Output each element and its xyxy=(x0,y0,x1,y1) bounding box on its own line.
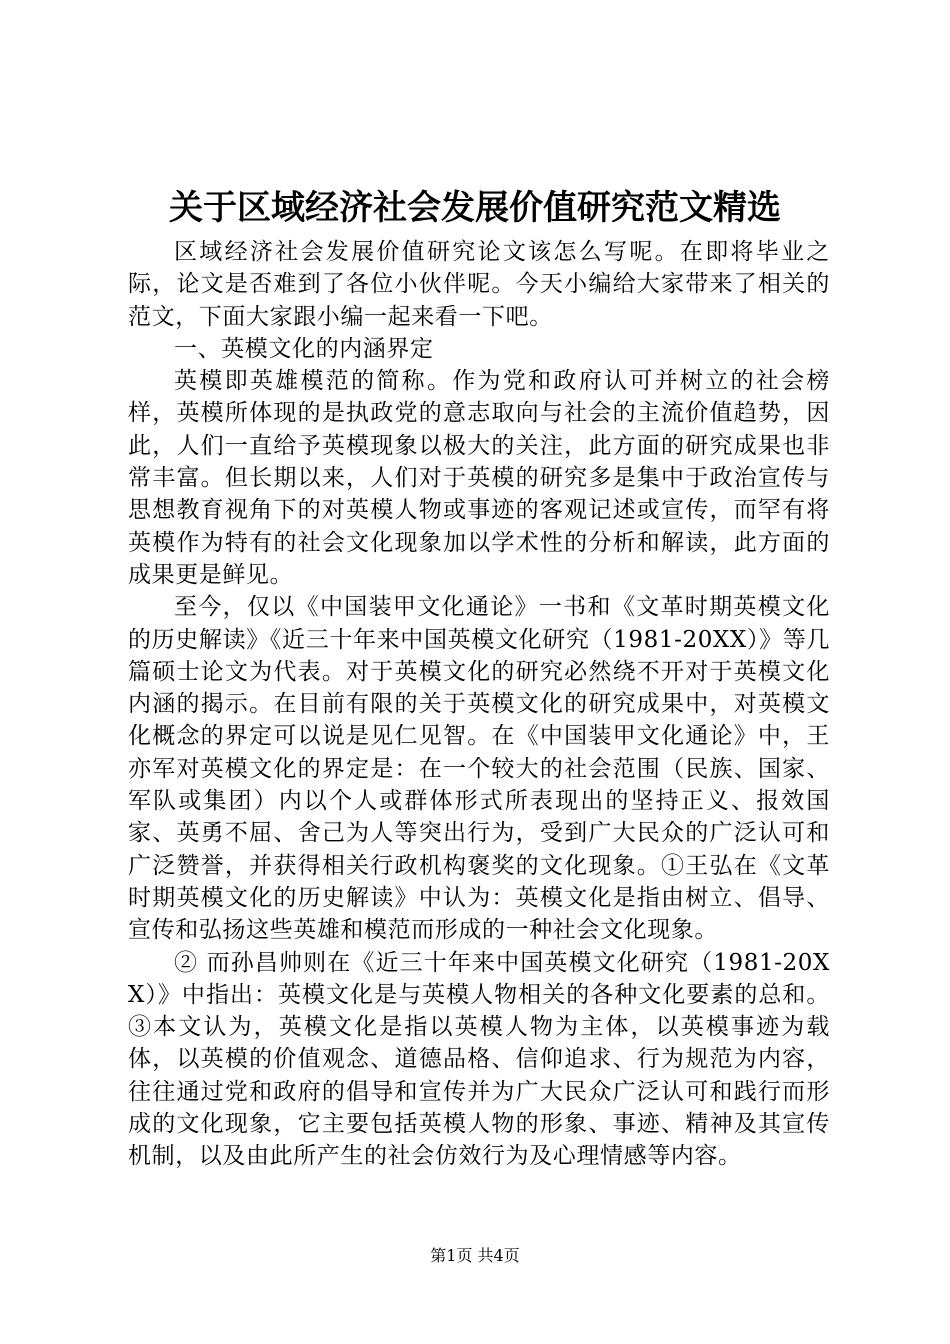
document-title: 关于区域经济社会发展价值研究范文精选 xyxy=(169,188,781,228)
body-paragraph: ② 而孙昌帅则在《近三十年来中国英模文化研究（1981-20XX）》中指出：英模文化是与英模人物相关的各种文化要素的总和。③本文认为，英模文化是指以英模人物为主体，以英模事迹为载体，以英模的价值观念、道德品格、信仰追求、行为规范为内容，往往通过党和政府的倡导和宣传并为广大民众广泛认可和践行而形成的文化现象，它主要包括英模人物的形象、事迹、精神及其宣传机制，以及由此所产生的社会仿效行为及心理情感等内容。 xyxy=(128,949,830,1170)
document-body xyxy=(128,236,830,1173)
body-paragraph: 英模即英雄模范的简称。作为党和政府认可并树立的社会榜样，英模所体现的是执政党的意志取向与社会的主流价值趋势，因此，人们一直给予英模现象以极大的关注，此方面的研究成果也非常丰富。但长期以来，人们对于英模的研究多是集中于政治宣传与思想教育视角下的对英模人物或事迹的客观记述或宣传，而罕有将英模作为特有的社会文化现象加以学术性的分析和解读，此方面的成果更是鲜见。 xyxy=(128,368,830,588)
page-number-footer: 第1页 共4页 xyxy=(430,1246,520,1265)
section-heading: 一、英模文化的内涵界定 xyxy=(174,335,434,362)
intro-paragraph: 区域经济社会发展价值研究论文该怎么写呢。在即将毕业之际，论文是否难到了各位小伙伴呢。今天小编给大家带来了相关的范文，下面大家跟小编一起来看一下吧。 xyxy=(128,239,830,330)
body-paragraph: 至今，仅以《中国装甲文化通论》一书和《文革时期英模文化的历史解读》《近三十年来中国英模文化研究（1981-20XX）》等几篇硕士论文为代表。对于英模文化的研究必然绕不开对于英模文化内涵的揭示。在目前有限的关于英模文化的研究成果中，对英模文化概念的界定可以说是见仁见智。在《中国装甲文化通论》中，王亦军对英模文化的界定是：在一个较大的社会范围（民族、国家、军队或集团）内以个人或群体形式所表现出的坚持正义、报效国家、英勇不屈、舍己为人等突出行为，受到广大民众的广泛认可和广泛赞誉，并获得相关行政机构褒奖的文化现象。①王弘在《文革时期英模文化的历史解读》中认为：英模文化是指由树立、倡导、宣传和弘扬这些英雄和模范而形成的一种社会文化现象。 xyxy=(128,594,830,944)
